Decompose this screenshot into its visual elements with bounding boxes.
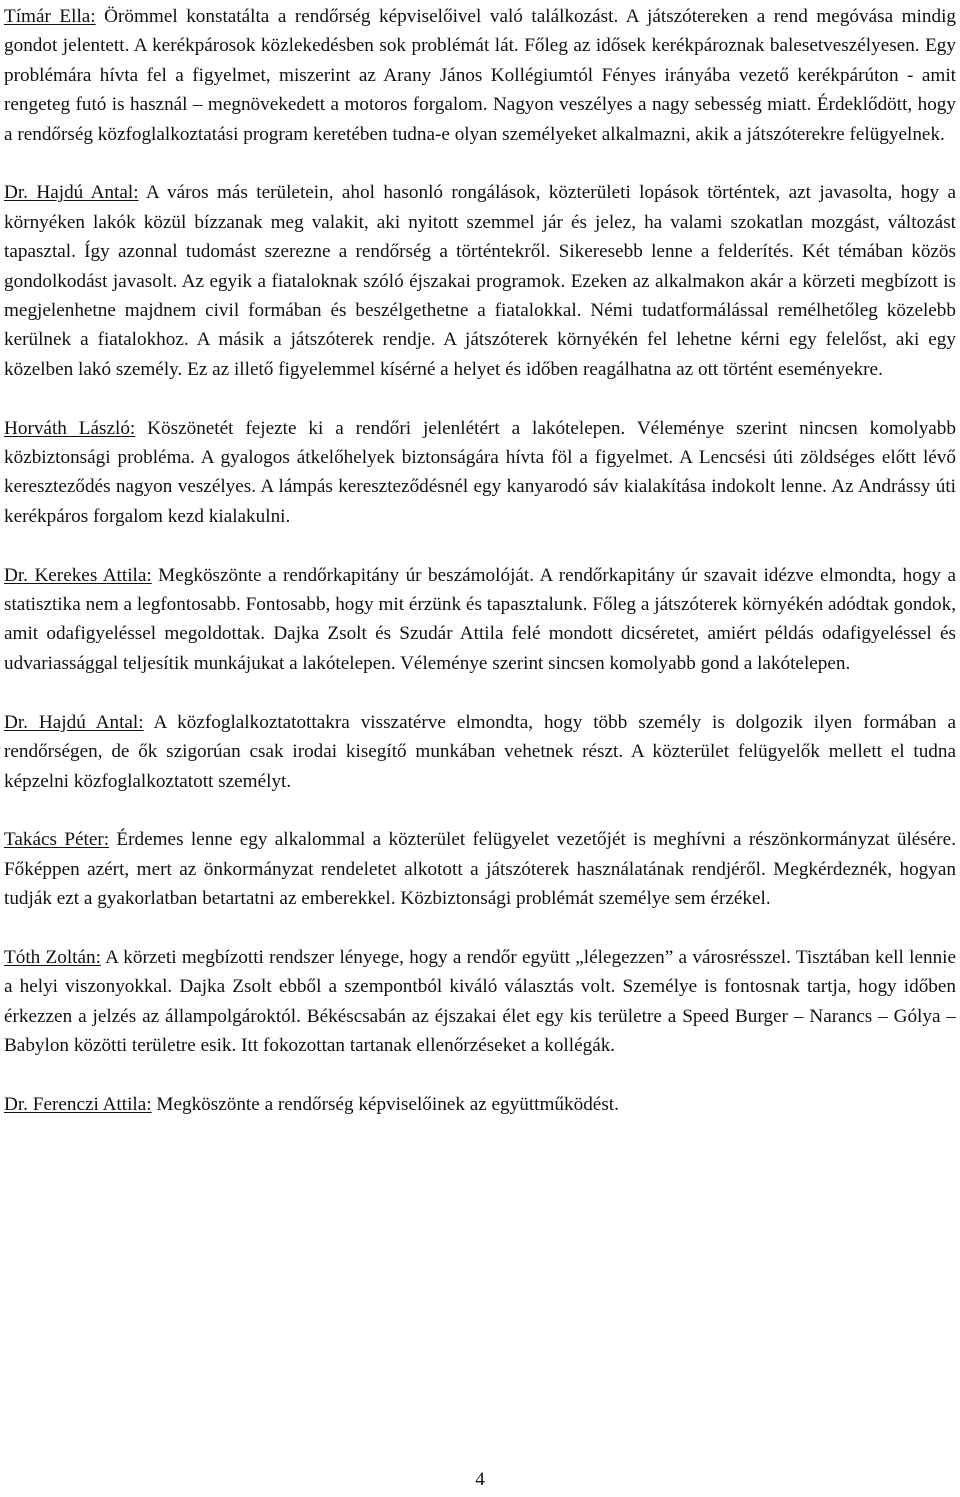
page-number: 4: [475, 1469, 485, 1490]
paragraph-toth-zoltan: [4, 943, 956, 1061]
speaker-name: Tímár Ella:: [4, 6, 96, 27]
speaker-name: Horváth László:: [4, 417, 136, 439]
paragraph-text: Érdemes lenne egy alkalommal a közterület felügyelet vezetőjét is meghívni a részönkormányzat ülésére. Főképpen azért, mert az önkormányzat rendeletet alkotott a játszóterek használatának rendjéről. Megkérdeznék, hogyan tudják ezt a gyakorlatban betartatni az emberekkel. Közbiztonsági problémát személye sem érzékel.: [4, 829, 956, 910]
paragraph-text: Megköszönte a rendőrkapitány úr beszámolóját. A rendőrkapitány úr szavait idézve elmondta, hogy a statisztika nem a legfontosabb. Fontosabb, hogy mit érzünk és tapasztalunk. Főleg a játszóterek környékén adódtak gondok, amit odafigyeléssel megoldottak. Dajka Zsolt és Szudár Attila felé mondott dicséretet, amiért példás odafigyeléssel és udvariassággal teljesítik munkájukat a lakótelepen. Véleménye szerint sincsen komolyabb gond a lakótelepen.: [4, 564, 956, 674]
paragraph-takacs-peter: [4, 825, 956, 913]
speaker-name: Dr. Kerekes Attila:: [4, 564, 152, 586]
paragraph-hajdu-antal-1: [4, 178, 956, 384]
paragraph-ferenczi-attila: [4, 1090, 956, 1119]
paragraph-text: A közfoglalkoztatottakra visszatérve elmondta, hogy több személy is dolgozik ilyen formában a rendőrségen, de ők szigorúan csak irodai kisegítő munkában vehetnek részt. A közterület felügyelők mellett el tudna képzelni közfoglalkoztatott személyt.: [4, 711, 957, 792]
paragraph-horvath-laszlo: [4, 414, 956, 532]
speaker-name: Dr. Hajdú Antal:: [4, 711, 144, 733]
speaker-name: Dr. Ferenczi Attila:: [4, 1093, 152, 1115]
paragraph-timar-ella: [4, 2, 956, 149]
paragraph-text: A város más területein, ahol hasonló rongálások, közterületi lopások történtek, azt javasolta, hogy a környéken lakók közül bízzanak meg valakit, aki nyitott szemmel jár és jelez, ha valami szokatlan mozgást, változást tapasztal. Így azonnal tudomást szerezne a rendőrség a történtekről. Sikeresebb lenne a felderítés. Két témában közös gondolkodást javasolt. Az egyik a fiataloknak szóló éjszakai programok. Ezeken az alkalmakon akár a körzeti megbízott is megjelenhetne majdnem civil formában és beszélgethetne a fiatalokkal. Némi tudatformálással remélhetőleg közelebb kerülnek a fiatalokhoz. A másik a játszóterek rendje. A játszóterek környékén fel lehetne kérni egy felelőst, aki egy közelben lakó személy. Ez az illető figyelemmel kísérné a helyet és időben reagálhatna az ott történt eseményekre.: [4, 182, 957, 380]
speaker-name: Tóth Zoltán:: [4, 946, 101, 968]
paragraph-text: Örömmel konstatálta a rendőrség képviselőivel való találkozást. A játszótereken a rend megóvása mindig gondot jelentett. A kerékpárosok közlekedésben sok problémát lát. Főleg az idősek kerékpároznak balesetveszélyesen. Egy problémára hívta fel a figyelmet, miszerint az Arany János Kollégiumtól Fényes irányába vezető kerékpárúton - amit rengeteg futó is használ – megnövekedett a motoros forgalom. Nagyon veszélyes a nagy sebesség miatt. Érdeklődött, hogy a rendőrség közfoglalkoztatási program keretében tudna-e olyan személyeket alkalmazni, akik a játszóterekre felügyelnek.: [4, 6, 956, 145]
speaker-name: Dr. Hajdú Antal:: [4, 182, 139, 204]
paragraph-kerekes-attila: [4, 561, 956, 679]
speaker-name: Takács Péter:: [4, 829, 110, 851]
paragraph-text: Megköszönte a rendőrség képviselőinek az együttműködést.: [151, 1093, 619, 1115]
paragraph-hajdu-antal-2: [4, 708, 956, 796]
paragraph-text: Köszönetét fejezte ki a rendőri jelenlétért a lakótelepen. Véleménye szerint nincsen komolyabb közbiztonsági probléma. A gyalogos átkelőhelyek biztonságára hívta föl a figyelmet. A Lencsési úti zöldséges előtt lévő kereszteződés nagyon veszélyes. A lámpás kereszteződésnél egy kanyarodó sáv kialakítása indokolt lenne. Az Andrássy úti kerékpáros forgalom kezd kialakulni.: [4, 417, 956, 527]
paragraph-text: A körzeti megbízotti rendszer lényege, hogy a rendőr együtt „lélegezzen” a városrésszel. Tisztában kell lennie a helyi viszonyokkal. Dajka Zsolt ebből a szempontból kiváló választás volt. Személye is fontosnak tartja, hogy időben érkezzen a jelzés az állampolgároktól. Békéscsabán az éjszakai élet egy kis területre a Speed Burger – Narancs – Gólya – Babylon közötti területre esik. Itt fokozottan tartanak ellenőrzéseket a kollégák.: [4, 946, 957, 1057]
